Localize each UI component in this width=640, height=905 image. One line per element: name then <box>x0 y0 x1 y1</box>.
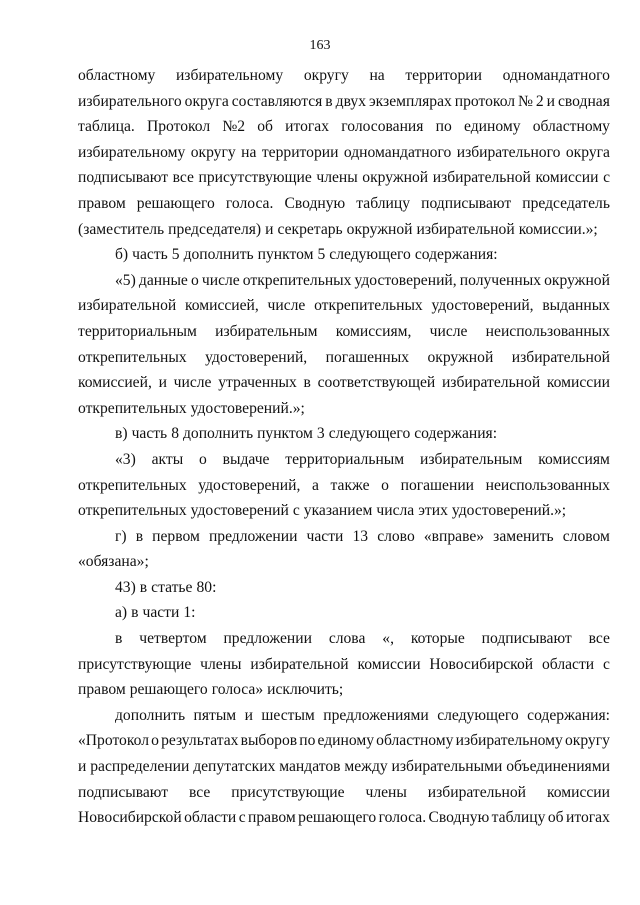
word: с <box>603 655 610 673</box>
text-line <box>78 626 610 652</box>
word: №2 <box>222 118 246 136</box>
word: «обязана»; <box>78 553 149 571</box>
word: правом <box>78 681 126 699</box>
word: № <box>518 92 533 110</box>
word: 80: <box>196 578 217 596</box>
word: все <box>189 783 211 801</box>
word: статье <box>151 578 193 596</box>
word: также <box>330 476 370 494</box>
word: по <box>299 732 316 750</box>
word: словом <box>562 527 610 545</box>
word: дополнить <box>115 706 186 724</box>
text-line <box>78 165 610 191</box>
word: о <box>151 732 159 750</box>
word: голоса. <box>225 194 274 212</box>
text-line <box>78 217 610 243</box>
word: таблица. <box>78 118 135 136</box>
word: «, <box>382 630 394 648</box>
word: а <box>312 476 319 494</box>
word: части <box>306 527 344 545</box>
word: комиссией, <box>78 374 152 392</box>
word: экземплярах <box>368 92 452 110</box>
text-line <box>78 396 610 422</box>
word: избирательному <box>175 67 284 84</box>
word: комиссией, <box>184 297 259 315</box>
word: указанием <box>303 502 373 520</box>
word: выборов <box>240 732 298 750</box>
word: об <box>257 118 273 136</box>
word: областному <box>532 118 610 136</box>
word: в <box>325 92 333 110</box>
word: таблицу <box>491 809 546 827</box>
word: комиссии.»; <box>518 220 598 238</box>
word: таблицу <box>356 194 411 212</box>
word: «5) <box>115 271 136 289</box>
word: и <box>546 92 556 110</box>
word: территории <box>405 67 482 84</box>
word: открепительных <box>314 297 423 315</box>
word: части <box>142 604 180 622</box>
word: подписывают <box>421 194 512 212</box>
word: открепительных <box>78 399 187 417</box>
word: 2 <box>535 92 544 110</box>
word: избирательной <box>511 348 610 366</box>
word: округу <box>303 67 349 84</box>
word: избирательным <box>419 450 523 468</box>
word: в <box>303 374 311 392</box>
word: числе <box>201 271 240 289</box>
word: числе <box>173 374 212 392</box>
text-line <box>78 677 610 703</box>
word: содержания: <box>414 246 498 264</box>
word: Протокол <box>146 118 211 136</box>
word: избирательного <box>456 143 561 161</box>
text-line <box>78 652 610 678</box>
word: заменить <box>493 527 554 545</box>
word: б) <box>115 246 129 264</box>
word: с <box>292 502 300 520</box>
word: с <box>603 169 610 187</box>
word: правом <box>248 809 296 827</box>
word: неиспользованных <box>485 476 610 494</box>
text-line <box>78 549 610 575</box>
word: выдаче <box>222 450 270 468</box>
word: первом <box>152 527 200 545</box>
word: комиссии <box>535 169 599 187</box>
word: голосования <box>341 118 424 136</box>
text-line <box>78 370 610 396</box>
word: удостоверений.»; <box>451 502 567 520</box>
text-line <box>78 575 610 601</box>
word: 5 <box>317 246 326 264</box>
word: результатах <box>161 732 239 750</box>
word: подписывают <box>481 630 572 648</box>
word: комиссиям <box>538 450 610 468</box>
word: и <box>265 220 274 238</box>
word: избирательной <box>416 220 515 238</box>
word: окружной <box>544 271 610 289</box>
word: территории <box>261 143 339 161</box>
text-line <box>78 447 610 473</box>
word: данные <box>138 271 188 289</box>
word: и <box>78 758 87 776</box>
word: голоса. <box>378 809 427 827</box>
word: шестым <box>261 706 315 724</box>
word: областному <box>78 67 156 84</box>
word: утраченных <box>218 374 297 392</box>
word: о <box>381 476 389 494</box>
word: открепительных <box>78 476 187 494</box>
word: полученных <box>459 271 542 289</box>
text-line <box>78 524 610 550</box>
word: Сводную <box>284 194 346 212</box>
word: содержания: <box>414 425 498 443</box>
word: четвертом <box>139 630 207 648</box>
word: дополнить <box>182 425 254 443</box>
word: соответствующей <box>317 374 436 392</box>
text-line <box>78 345 610 371</box>
word: (заместитель <box>78 220 165 238</box>
text-line <box>78 600 610 626</box>
word: решающего <box>298 809 377 827</box>
word: 1: <box>183 604 196 622</box>
word: 8 <box>171 425 179 443</box>
word: следующего <box>329 246 411 264</box>
text-line <box>78 498 610 524</box>
word: о <box>190 271 199 289</box>
word: «вправе» <box>423 527 485 545</box>
word: 13 <box>352 527 369 545</box>
word: в <box>115 630 123 648</box>
word: одномандатного <box>502 67 610 84</box>
word: на <box>369 67 385 84</box>
word: пунктом <box>257 425 313 443</box>
word: председателя) <box>168 220 262 238</box>
word: выданных <box>542 297 610 315</box>
text-line <box>78 114 610 140</box>
word: все <box>172 169 194 187</box>
text-line <box>78 473 610 499</box>
word: объединениями <box>506 758 610 776</box>
word: депутатских <box>193 758 276 776</box>
word: числе <box>429 322 468 340</box>
word: которые <box>410 630 465 648</box>
word: территориальным <box>78 322 197 340</box>
word: итогах <box>566 809 610 827</box>
word: секретарь <box>277 220 343 238</box>
word: территориальным <box>285 450 405 468</box>
word: члены <box>200 655 242 673</box>
word: «Протокол <box>78 732 150 750</box>
word: правом <box>78 194 126 212</box>
word: в <box>135 527 144 545</box>
word: итогах <box>285 118 330 136</box>
word: области <box>184 809 237 827</box>
word: подписывают <box>78 169 169 187</box>
text-line <box>78 754 610 780</box>
word: слово <box>377 527 415 545</box>
word: удостоверений <box>190 502 289 520</box>
text-line <box>78 703 610 729</box>
word: числе <box>267 297 306 315</box>
text-line <box>78 63 610 89</box>
word: неиспользованных <box>485 322 610 340</box>
word: пятым <box>193 706 237 724</box>
word: следующего <box>328 425 411 443</box>
word: округа <box>565 143 610 161</box>
text-line <box>78 421 610 447</box>
word: 5 <box>171 246 180 264</box>
word: предложении <box>208 527 298 545</box>
word: дополнить <box>183 246 254 264</box>
word: об <box>547 809 564 827</box>
word: избирательного <box>78 92 182 110</box>
word: областному <box>376 732 454 750</box>
word: открепительных <box>78 348 187 366</box>
word: числа <box>376 502 415 520</box>
text-line <box>78 780 610 806</box>
word: члены <box>316 169 358 187</box>
word: о <box>199 450 207 468</box>
text-line <box>78 728 610 754</box>
word: г) <box>115 527 127 545</box>
word: голоса» <box>211 681 264 699</box>
word: Новосибирской <box>78 809 182 827</box>
word: округу <box>564 732 610 750</box>
word: избирательной <box>78 297 177 315</box>
word: удостоверений, <box>431 297 534 315</box>
word: открепительных <box>242 271 352 289</box>
word: распределении <box>90 758 190 776</box>
word: 43) <box>115 578 136 596</box>
word: погашенных <box>325 348 410 366</box>
word: избирательным <box>215 322 318 340</box>
word: и <box>244 706 253 724</box>
word: Сводную <box>428 809 490 827</box>
word: часть <box>131 425 168 443</box>
text-line <box>78 242 610 268</box>
word: комиссии <box>546 783 610 801</box>
text-line <box>78 268 610 294</box>
word: избирательному <box>455 732 563 750</box>
word: единому <box>317 732 375 750</box>
word: избирательной <box>427 783 527 801</box>
word: этих <box>418 502 448 520</box>
word: комиссии <box>357 655 421 673</box>
word: комиссиям, <box>335 322 412 340</box>
word: избирательной <box>432 169 531 187</box>
word: мандатов <box>279 758 341 776</box>
word: по <box>435 118 452 136</box>
word: и <box>158 374 167 392</box>
word: с <box>238 809 246 827</box>
word: сводная <box>557 92 610 110</box>
word: избирательными <box>391 758 503 776</box>
word: решающего <box>129 681 208 699</box>
word: председатель <box>522 194 610 212</box>
body-text <box>78 63 610 831</box>
word: удостоверений.»; <box>190 399 305 417</box>
word: пунктом <box>257 246 314 264</box>
word: погашении <box>400 476 475 494</box>
text-line <box>78 319 610 345</box>
word: «3) <box>115 450 136 468</box>
word: предложении <box>223 630 312 648</box>
word: присутствующие <box>78 655 192 673</box>
word: все <box>588 630 610 648</box>
word: в <box>131 604 139 622</box>
word: избирательному <box>78 143 186 161</box>
text-line <box>78 805 610 831</box>
word: окружной <box>427 348 494 366</box>
word: в <box>139 578 148 596</box>
word: двух <box>335 92 366 110</box>
word: округу <box>190 143 236 161</box>
word: на <box>241 143 257 161</box>
word: следующего <box>437 706 519 724</box>
word: в) <box>115 425 128 443</box>
word: комиссии <box>546 374 610 392</box>
word: подписывают <box>78 783 169 801</box>
text-line <box>78 140 610 166</box>
word: избирательной <box>441 374 541 392</box>
word: окружной <box>362 169 429 187</box>
word: составляются <box>231 92 323 110</box>
word: акты <box>151 450 184 468</box>
word: содержания: <box>527 706 610 724</box>
word: решающего <box>136 194 215 212</box>
word: удостоверений, <box>198 476 301 494</box>
word: часть <box>132 246 168 264</box>
text-line <box>78 89 610 115</box>
word: 3 <box>316 425 325 443</box>
word: удостоверений, <box>205 348 308 366</box>
word: округа <box>184 92 229 110</box>
word: члены <box>365 783 407 801</box>
word: окружной <box>346 220 413 238</box>
word: присутствующие <box>198 169 312 187</box>
word: одномандатного <box>343 143 452 161</box>
word: единому <box>463 118 521 136</box>
word: присутствующие <box>231 783 345 801</box>
word: избирательной <box>250 655 349 673</box>
page-number: 163 <box>309 38 331 53</box>
word: между <box>344 758 388 776</box>
word: открепительных <box>78 502 187 520</box>
word: Новосибирской <box>429 655 534 673</box>
text-line <box>78 293 610 319</box>
word: протокол <box>454 92 516 110</box>
text-line <box>78 191 610 217</box>
word: исключить; <box>267 681 344 699</box>
word: слова <box>328 630 366 648</box>
word: удостоверений, <box>354 271 457 289</box>
word: а) <box>115 604 128 622</box>
word: области <box>542 655 595 673</box>
word: предложениями <box>323 706 429 724</box>
